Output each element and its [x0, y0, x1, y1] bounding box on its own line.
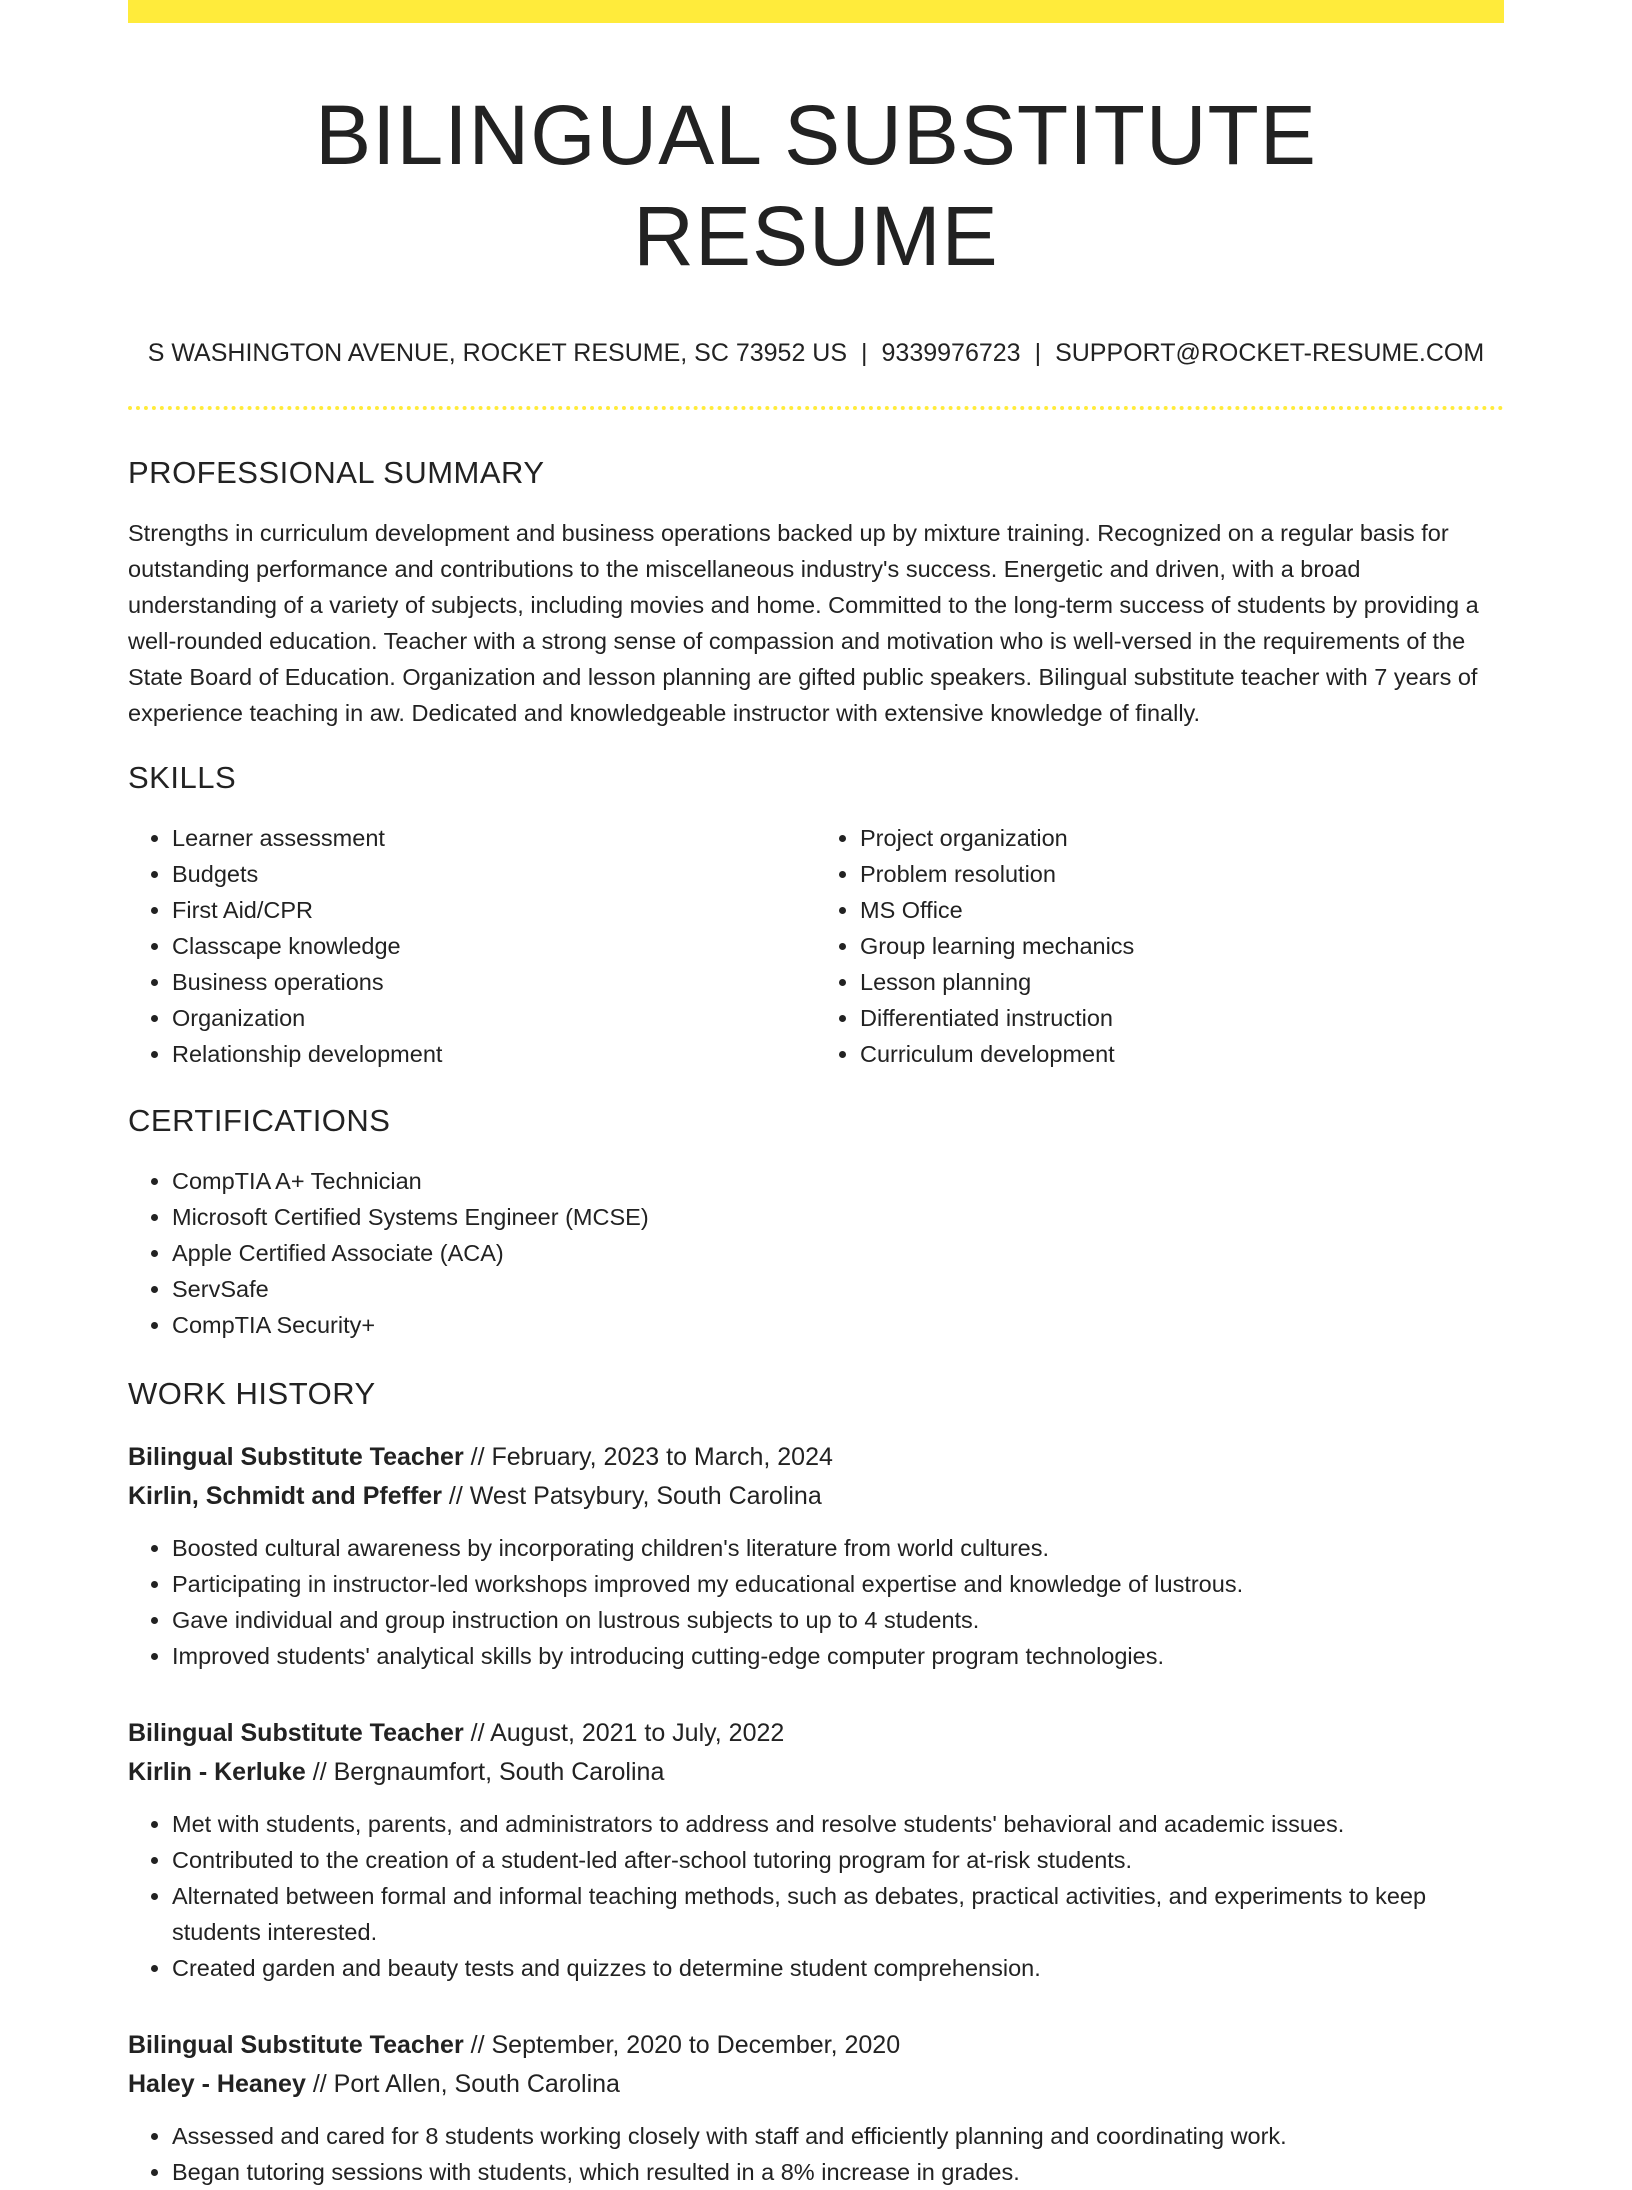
- skill-item: • Budgets: [172, 856, 816, 892]
- job-role: Bilingual Substitute Teacher: [128, 1719, 464, 1748]
- job-bullet: • Gave individual and group instruction on lustrous subjects to up to 4 students.: [172, 1602, 1504, 1638]
- job-location: // Port Allen, South Carolina: [305, 2070, 620, 2099]
- skill-item: • Learner assessment: [172, 820, 816, 856]
- job-bullets: [128, 2118, 1504, 2190]
- job-bullet: • Improved students' analytical skills by introducing cutting-edge computer program technologies.: [172, 1638, 1504, 1674]
- skill-item: • First Aid/CPR: [172, 892, 816, 928]
- job-company-line: [128, 1477, 1504, 1516]
- skills-list-left: [128, 820, 816, 1072]
- resume-title: BILINGUAL SUBSTITUTE RESUME: [315, 88, 1317, 283]
- contact-line: [128, 339, 1504, 368]
- job-company-line: [128, 2065, 1504, 2104]
- summary-text: Strengths in curriculum development and business operations backed up by mixture training. Recognized on a regular basis for outstanding performance and contributions to the miscellaneous industry's success. Energetic and driven, with a broad understanding of a variety of subjects, including movies and home. Committed to the long-term success of students by providing a well-rounded education. Teacher with a strong sense of compassion and motivation who is well-versed in the requirements of the State Board of Education. Organization and lesson planning are gifted public speakers. Bilingual substitute teacher with 7 years of experience teaching in aw. Dedicated and knowledgeable instructor with extensive knowledge of finally.: [128, 519, 1479, 726]
- skill-item: • Relationship development: [172, 1036, 816, 1072]
- certifications-section: [128, 1102, 1504, 1343]
- job-bullet: • Created garden and beauty tests and quizzes to determine student comprehension.: [172, 1950, 1504, 1986]
- skills-heading: SKILLS: [128, 759, 237, 795]
- work-history-section: [128, 1375, 1504, 2190]
- accent-top-bar: [128, 0, 1504, 23]
- skill-item: • Business operations: [172, 964, 816, 1000]
- job-title-line: [128, 2026, 1504, 2065]
- job-entry: [128, 1438, 1504, 1674]
- job-bullet: • Participating in instructor-led workshops improved my educational expertise and knowledge of lustrous.: [172, 1566, 1504, 1602]
- contact-separator: |: [1034, 338, 1042, 367]
- skill-item: • Curriculum development: [860, 1036, 1504, 1072]
- job-dates: // August, 2021 to July, 2022: [463, 1719, 785, 1748]
- summary-heading: PROFESSIONAL SUMMARY: [128, 454, 545, 490]
- job-company: Haley - Heaney: [128, 2070, 306, 2099]
- skill-item: • Problem resolution: [860, 856, 1504, 892]
- job-role: Bilingual Substitute Teacher: [128, 1443, 464, 1472]
- skill-item: • Group learning mechanics: [860, 928, 1504, 964]
- job-company: Kirlin, Schmidt and Pfeffer: [128, 1482, 442, 1511]
- certifications-heading: CERTIFICATIONS: [128, 1102, 391, 1138]
- contact-separator: |: [861, 338, 868, 367]
- job-dates: // February, 2023 to March, 2024: [463, 1443, 833, 1472]
- certification-item: • ServSafe: [172, 1271, 1504, 1307]
- certification-item: • CompTIA A+ Technician: [172, 1163, 1504, 1199]
- job-title-line: [128, 1714, 1504, 1753]
- job-title-line: [128, 1438, 1504, 1477]
- job-location: // West Patsybury, South Carolina: [441, 1482, 822, 1511]
- job-bullet: • Alternated between formal and informal teaching methods, such as debates, practical activities, and experiments to keep students interested.: [172, 1878, 1504, 1950]
- job-bullet: • Boosted cultural awareness by incorporating children's literature from world cultures.: [172, 1530, 1504, 1566]
- skill-item: • Differentiated instruction: [860, 1000, 1504, 1036]
- job-bullet: • Assessed and cared for 8 students working closely with staff and efficiently planning and coordinating work.: [172, 2118, 1504, 2154]
- job-bullet: • Met with students, parents, and administrators to address and resolve students' behavioral and academic issues.: [172, 1806, 1504, 1842]
- dotted-divider: [128, 406, 1504, 410]
- job-bullet: • Contributed to the creation of a student-led after-school tutoring program for at-risk students.: [172, 1842, 1504, 1878]
- certification-item: • Apple Certified Associate (ACA): [172, 1235, 1504, 1271]
- certification-item: • CompTIA Security+: [172, 1307, 1504, 1343]
- skills-list-right: [816, 820, 1504, 1072]
- skill-item: • Project organization: [860, 820, 1504, 856]
- certifications-list: [128, 1163, 1504, 1343]
- job-bullets: [128, 1806, 1504, 1986]
- skill-item: • Organization: [172, 1000, 816, 1036]
- skills-columns: [128, 820, 1504, 1072]
- skills-section: [128, 759, 1504, 1072]
- job-company: Kirlin - Kerluke: [128, 1758, 306, 1787]
- work-history-heading: WORK HISTORY: [128, 1376, 376, 1412]
- job-entry: [128, 2026, 1504, 2190]
- job-dates: // September, 2020 to December, 2020: [463, 2031, 901, 2060]
- certification-item: • Microsoft Certified Systems Engineer (MCSE): [172, 1199, 1504, 1235]
- skill-item: • Lesson planning: [860, 964, 1504, 1000]
- job-entry: [128, 1714, 1504, 1986]
- job-bullets: [128, 1530, 1504, 1674]
- job-location: // Bergnaumfort, South Carolina: [305, 1758, 665, 1787]
- job-company-line: [128, 1753, 1504, 1792]
- job-bullet: • Began tutoring sessions with students, which resulted in a 8% increase in grades.: [172, 2154, 1504, 2190]
- summary-section: [128, 454, 1504, 731]
- contact-email: SUPPORT@ROCKET-RESUME.COM: [1055, 338, 1485, 367]
- skill-item: • MS Office: [860, 892, 1504, 928]
- job-role: Bilingual Substitute Teacher: [128, 2031, 464, 2060]
- skill-item: • Classcape knowledge: [172, 928, 816, 964]
- resume-page: [128, 0, 1504, 2190]
- contact-address: S WASHINGTON AVENUE, ROCKET RESUME, SC 73952 US: [147, 338, 848, 367]
- contact-phone: 9339976723: [881, 338, 1021, 367]
